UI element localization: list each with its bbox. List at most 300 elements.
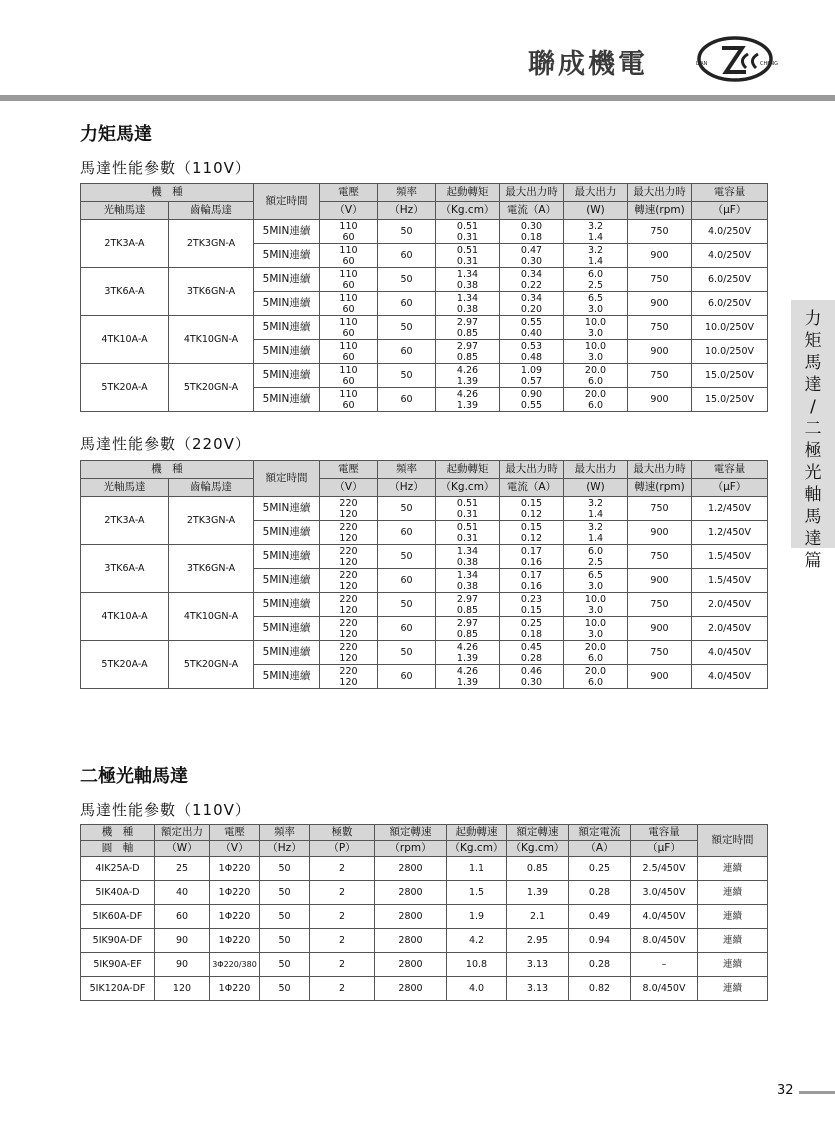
speed: 750	[628, 268, 692, 292]
output-line1: 3.2	[587, 244, 604, 256]
table-row	[81, 641, 768, 665]
torque-line2: 0.38	[456, 580, 479, 592]
table-row	[81, 929, 768, 953]
header-group: 機 種	[81, 184, 254, 202]
output	[564, 665, 628, 689]
speed: 750	[628, 593, 692, 617]
current-line2: 0.40	[520, 327, 543, 339]
current-line2: 0.15	[520, 604, 543, 616]
torque-line1: 1.34	[456, 545, 479, 557]
speed: 750	[628, 364, 692, 388]
poles: 2	[310, 905, 375, 929]
current-line1: 0.17	[520, 545, 543, 557]
speed: 900	[628, 617, 692, 641]
torque	[436, 244, 500, 268]
voltage-line2: 60	[342, 351, 355, 363]
header-poles: 極數	[310, 825, 375, 841]
rated-time: 5MIN連續	[254, 364, 320, 388]
output-line2: 1.4	[587, 508, 604, 520]
voltage-line1: 220	[339, 665, 358, 677]
header-current-unit: （A）	[569, 841, 631, 857]
output	[564, 617, 628, 641]
speed: 900	[628, 569, 692, 593]
voltage-line2: 60	[342, 255, 355, 267]
frequency: 50	[378, 316, 436, 340]
current-line1: 0.90	[520, 388, 543, 400]
header-cap-unit: （μF）	[692, 479, 768, 497]
torque-line1: 1.34	[456, 292, 479, 304]
current	[500, 641, 564, 665]
rated-current: 0.25	[569, 857, 631, 881]
torque-line1: 4.26	[456, 665, 479, 677]
rated-time: 連續	[698, 857, 768, 881]
voltage: 1Φ220	[210, 857, 260, 881]
torque-line1: 4.26	[456, 364, 479, 376]
header-start-torque-unit: （Kg.cm）	[447, 841, 507, 857]
frequency: 50	[260, 881, 310, 905]
torque	[436, 521, 500, 545]
side-tab-char: 軸	[804, 485, 822, 505]
model-shaft: 2TK3A-A	[81, 220, 169, 268]
output	[564, 545, 628, 569]
voltage	[320, 617, 378, 641]
rated-time: 5MIN連續	[254, 497, 320, 521]
output: 40	[155, 881, 210, 905]
section1-title: 力矩馬達	[80, 124, 152, 145]
model-shaft: 3TK6A-A	[81, 545, 169, 593]
current-line1: 0.25	[520, 617, 543, 629]
table-two-pole	[80, 824, 768, 1001]
rated-time: 5MIN連續	[254, 340, 320, 364]
voltage	[320, 545, 378, 569]
rated-torque: 0.85	[507, 857, 569, 881]
voltage-line1: 110	[339, 340, 358, 352]
current-line2: 0.55	[520, 399, 543, 411]
current-line1: 0.53	[520, 340, 543, 352]
output	[564, 521, 628, 545]
side-tab-char: 篇	[804, 551, 822, 571]
output-line1: 10.0	[584, 593, 607, 605]
torque	[436, 364, 500, 388]
frequency: 60	[378, 340, 436, 364]
current-line1: 0.47	[520, 244, 543, 256]
torque-line2: 0.31	[456, 231, 479, 243]
side-tab-char: 馬	[804, 507, 822, 527]
logo-right-text: CHENG	[760, 61, 779, 67]
voltage-line2: 60	[342, 231, 355, 243]
start-torque: 10.8	[447, 953, 507, 977]
voltage-line1: 220	[339, 521, 358, 533]
header-current: 最大出力時	[500, 461, 564, 479]
capacitance: 4.0/450V	[692, 665, 768, 689]
header-torque-unit: （Kg.cm）	[436, 202, 500, 220]
speed: 900	[628, 388, 692, 412]
torque-line1: 2.97	[456, 593, 479, 605]
current-line2: 0.18	[520, 628, 543, 640]
frequency: 60	[378, 292, 436, 316]
capacitance: 1.2/450V	[692, 497, 768, 521]
start-torque: 1.5	[447, 881, 507, 905]
frequency: 50	[378, 220, 436, 244]
torque-line1: 0.51	[456, 521, 479, 533]
voltage-line2: 60	[342, 327, 355, 339]
current	[500, 617, 564, 641]
output: 120	[155, 977, 210, 1001]
poles: 2	[310, 857, 375, 881]
table3-subtitle: 馬達性能參數（110V）	[80, 801, 251, 819]
current-line2: 0.16	[520, 556, 543, 568]
current	[500, 292, 564, 316]
current	[500, 316, 564, 340]
capacitance: 1.2/450V	[692, 521, 768, 545]
rated-torque: 2.1	[507, 905, 569, 929]
rated-time: 5MIN連續	[254, 521, 320, 545]
current	[500, 497, 564, 521]
output-line2: 3.0	[587, 351, 604, 363]
start-torque: 1.9	[447, 905, 507, 929]
current-line2: 0.30	[520, 255, 543, 267]
poles: 2	[310, 953, 375, 977]
output-line2: 6.0	[587, 652, 604, 664]
voltage-line2: 60	[342, 399, 355, 411]
capacitance: 2.0/450V	[692, 617, 768, 641]
current-line1: 0.30	[520, 220, 543, 232]
current-line2: 0.16	[520, 580, 543, 592]
logo-left-text: LIAN	[696, 61, 708, 67]
model-gear: 2TK3GN-A	[169, 220, 254, 268]
model: 5IK60A-DF	[81, 905, 155, 929]
voltage-line2: 120	[339, 652, 358, 664]
output-line2: 2.5	[587, 279, 604, 291]
table-row	[81, 953, 768, 977]
voltage-line2: 60	[342, 303, 355, 315]
table2-subtitle: 馬達性能參數（220V）	[80, 435, 251, 453]
rated-time: 連續	[698, 977, 768, 1001]
model-gear: 2TK3GN-A	[169, 497, 254, 545]
current-line1: 0.17	[520, 569, 543, 581]
table-row	[81, 220, 768, 244]
current	[500, 268, 564, 292]
table-row	[81, 593, 768, 617]
capacitance: 6.0/250V	[692, 268, 768, 292]
speed: 900	[628, 521, 692, 545]
voltage-line1: 110	[339, 244, 358, 256]
speed: 750	[628, 316, 692, 340]
header-speed-unit: （rpm）	[375, 841, 447, 857]
speed: 750	[628, 641, 692, 665]
header-time: 額定時間	[254, 184, 320, 220]
output-line1: 6.0	[587, 545, 604, 557]
torque-line1: 4.26	[456, 641, 479, 653]
current-line2: 0.48	[520, 351, 543, 363]
header-voltage-unit: （V）	[320, 479, 378, 497]
header-cap-unit: （μF）	[631, 841, 698, 857]
torque-line1: 2.97	[456, 316, 479, 328]
output-line1: 3.2	[587, 497, 604, 509]
output-line1: 20.0	[584, 665, 607, 677]
side-tab-char: 二	[804, 419, 822, 439]
voltage-line2: 120	[339, 508, 358, 520]
torque-line1: 2.97	[456, 617, 479, 629]
voltage-line1: 220	[339, 593, 358, 605]
table-row	[81, 905, 768, 929]
model: 5IK90A-DF	[81, 929, 155, 953]
frequency: 60	[378, 665, 436, 689]
voltage: 1Φ220	[210, 929, 260, 953]
voltage-line2: 60	[342, 375, 355, 387]
capacitance: 4.0/250V	[692, 244, 768, 268]
voltage	[320, 569, 378, 593]
model-gear: 5TK20GN-A	[169, 364, 254, 412]
output-line2: 1.4	[587, 231, 604, 243]
voltage-line1: 110	[339, 316, 358, 328]
capacitance: 2.0/450V	[692, 593, 768, 617]
voltage	[320, 244, 378, 268]
voltage	[320, 292, 378, 316]
output-line2: 3.0	[587, 604, 604, 616]
rated-current: 0.49	[569, 905, 631, 929]
header-speed: 最大出力時	[628, 184, 692, 202]
capacitance: 8.0/450V	[631, 977, 698, 1001]
torque-line2: 0.85	[456, 351, 479, 363]
rated-speed: 2800	[375, 977, 447, 1001]
voltage	[320, 268, 378, 292]
header-gear: 齒輪馬達	[169, 202, 254, 220]
header-current-unit: 電流（A）	[500, 479, 564, 497]
current-line1: 0.15	[520, 497, 543, 509]
poles: 2	[310, 929, 375, 953]
rated-current: 0.82	[569, 977, 631, 1001]
torque-line1: 0.51	[456, 220, 479, 232]
current-line2: 0.12	[520, 532, 543, 544]
model-shaft: 3TK6A-A	[81, 268, 169, 316]
current	[500, 545, 564, 569]
voltage	[320, 521, 378, 545]
side-tab-char: 馬	[804, 353, 822, 373]
model-gear: 4TK10GN-A	[169, 593, 254, 641]
frequency: 50	[260, 929, 310, 953]
header-rule	[0, 95, 835, 101]
header-gear: 齒輪馬達	[169, 479, 254, 497]
side-tab	[791, 300, 835, 571]
header-group: 機 種	[81, 461, 254, 479]
header-output: 額定出力	[155, 825, 210, 841]
model: 5IK90A-EF	[81, 953, 155, 977]
table-row	[81, 268, 768, 292]
output	[564, 220, 628, 244]
side-tab-text	[791, 308, 835, 572]
output: 25	[155, 857, 210, 881]
output-line2: 1.4	[587, 255, 604, 267]
side-tab-char: /	[810, 397, 816, 417]
frequency: 60	[378, 388, 436, 412]
header-shaft: 圓 軸	[81, 841, 155, 857]
rated-time: 連續	[698, 905, 768, 929]
torque	[436, 545, 500, 569]
output-line2: 1.4	[587, 532, 604, 544]
output	[564, 388, 628, 412]
output: 60	[155, 905, 210, 929]
output-line1: 10.0	[584, 340, 607, 352]
rated-time: 5MIN連續	[254, 316, 320, 340]
output-line2: 6.0	[587, 676, 604, 688]
output: 90	[155, 929, 210, 953]
header-output-unit: （W）	[155, 841, 210, 857]
side-tab-char: 力	[804, 309, 822, 329]
torque-line2: 0.38	[456, 556, 479, 568]
voltage-line2: 60	[342, 279, 355, 291]
header-voltage: 電壓	[320, 184, 378, 202]
header-poles-unit: （P）	[310, 841, 375, 857]
voltage-line1: 110	[339, 292, 358, 304]
table-row	[81, 857, 768, 881]
frequency: 50	[260, 857, 310, 881]
header-freq-unit: （Hz）	[378, 479, 436, 497]
header-time: 額定時間	[254, 461, 320, 497]
header-output: 最大出力	[564, 461, 628, 479]
rated-speed: 2800	[375, 953, 447, 977]
table-110v	[80, 183, 768, 412]
header-torque: 起動轉矩	[436, 461, 500, 479]
model-shaft: 5TK20A-A	[81, 641, 169, 689]
current-line2: 0.20	[520, 303, 543, 315]
rated-time: 5MIN連續	[254, 665, 320, 689]
output	[564, 569, 628, 593]
rated-speed: 2800	[375, 857, 447, 881]
voltage-line1: 110	[339, 364, 358, 376]
frequency: 60	[378, 617, 436, 641]
page-number: 32	[777, 1083, 794, 1098]
torque-line2: 1.39	[456, 375, 479, 387]
current-line1: 0.55	[520, 316, 543, 328]
voltage	[320, 641, 378, 665]
torque-line2: 1.39	[456, 399, 479, 411]
model: 4IK25A-D	[81, 857, 155, 881]
torque	[436, 641, 500, 665]
torque	[436, 340, 500, 364]
brand-name: 聯成機電	[528, 49, 648, 80]
voltage-line1: 220	[339, 617, 358, 629]
current	[500, 364, 564, 388]
header-cap-unit: （μF）	[692, 202, 768, 220]
speed: 900	[628, 292, 692, 316]
voltage: 1Φ220	[210, 977, 260, 1001]
voltage	[320, 340, 378, 364]
voltage-line2: 120	[339, 532, 358, 544]
output-line2: 3.0	[587, 628, 604, 640]
frequency: 50	[378, 641, 436, 665]
output-line2: 2.5	[587, 556, 604, 568]
header-time: 額定時間	[698, 825, 768, 857]
torque	[436, 292, 500, 316]
torque-line1: 0.51	[456, 497, 479, 509]
model-gear: 3TK6GN-A	[169, 545, 254, 593]
header-rated-torque-unit: （Kg.cm）	[507, 841, 569, 857]
torque	[436, 316, 500, 340]
torque-line2: 0.38	[456, 303, 479, 315]
speed: 900	[628, 340, 692, 364]
capacitance: 15.0/250V	[692, 388, 768, 412]
side-tab-char: 矩	[804, 331, 822, 351]
current-line2: 0.22	[520, 279, 543, 291]
header-current-unit: 電流（A）	[500, 202, 564, 220]
current-line2: 0.18	[520, 231, 543, 243]
voltage: 1Φ220	[210, 905, 260, 929]
rated-time: 5MIN連續	[254, 268, 320, 292]
header-speed-unit: 轉速(rpm)	[628, 479, 692, 497]
voltage-line1: 220	[339, 641, 358, 653]
voltage-line1: 110	[339, 220, 358, 232]
output-line1: 6.0	[587, 268, 604, 280]
table1-subtitle: 馬達性能參數（110V）	[80, 159, 251, 177]
torque	[436, 617, 500, 641]
torque-line2: 0.38	[456, 279, 479, 291]
voltage: 3Φ220/380	[210, 953, 260, 977]
rated-torque: 3.13	[507, 953, 569, 977]
rated-time: 5MIN連續	[254, 617, 320, 641]
header-speed: 額定轉速	[375, 825, 447, 841]
current	[500, 569, 564, 593]
header-current: 最大出力時	[500, 184, 564, 202]
model-gear: 3TK6GN-A	[169, 268, 254, 316]
torque-line1: 4.26	[456, 388, 479, 400]
torque	[436, 497, 500, 521]
output-line2: 6.0	[587, 375, 604, 387]
output-line2: 3.0	[587, 303, 604, 315]
company-logo	[694, 34, 779, 84]
output: 90	[155, 953, 210, 977]
capacitance: 1.5/450V	[692, 545, 768, 569]
current-line2: 0.12	[520, 508, 543, 520]
voltage: 1Φ220	[210, 881, 260, 905]
header-torque-unit: （Kg.cm）	[436, 479, 500, 497]
frequency: 50	[378, 497, 436, 521]
header-voltage: 電壓	[320, 461, 378, 479]
current	[500, 220, 564, 244]
rated-speed: 2800	[375, 929, 447, 953]
rated-time: 5MIN連續	[254, 292, 320, 316]
output-line2: 6.0	[587, 399, 604, 411]
capacitance: 6.0/250V	[692, 292, 768, 316]
output	[564, 593, 628, 617]
header-current: 額定電流	[569, 825, 631, 841]
capacitance: –	[631, 953, 698, 977]
header-start-torque: 起動轉速	[447, 825, 507, 841]
output	[564, 364, 628, 388]
side-tab-char: 達	[804, 529, 822, 549]
rated-current: 0.94	[569, 929, 631, 953]
model-shaft: 2TK3A-A	[81, 497, 169, 545]
table-row	[81, 881, 768, 905]
frequency: 50	[378, 268, 436, 292]
voltage-line2: 120	[339, 676, 358, 688]
header-speed-unit: 轉速(rpm)	[628, 202, 692, 220]
speed: 750	[628, 497, 692, 521]
model-shaft: 4TK10A-A	[81, 593, 169, 641]
output	[564, 244, 628, 268]
current-line1: 0.15	[520, 521, 543, 533]
output-line1: 20.0	[584, 364, 607, 376]
output-line2: 3.0	[587, 580, 604, 592]
frequency: 50	[260, 953, 310, 977]
voltage	[320, 364, 378, 388]
model-gear: 4TK10GN-A	[169, 316, 254, 364]
capacitance: 8.0/450V	[631, 929, 698, 953]
output-line1: 10.0	[584, 617, 607, 629]
table-row	[81, 977, 768, 1001]
torque-line1: 2.97	[456, 340, 479, 352]
output-line2: 3.0	[587, 327, 604, 339]
